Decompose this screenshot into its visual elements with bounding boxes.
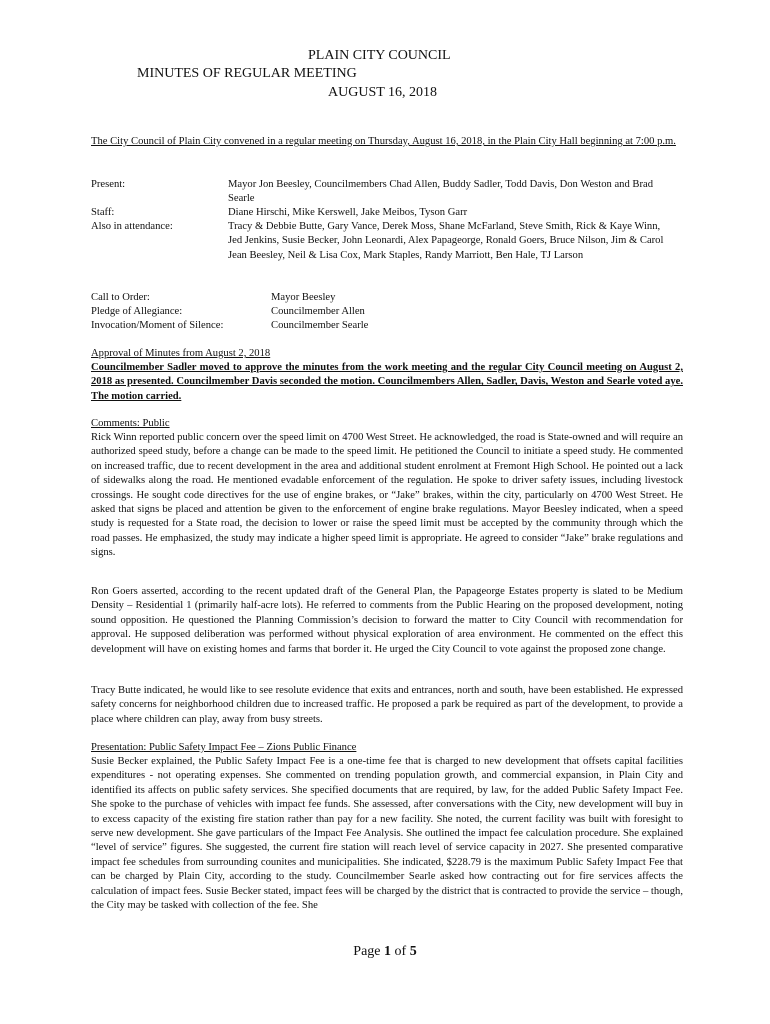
page-total: 5 — [409, 944, 417, 959]
present-value: Mayor Jon Beesley, Councilmembers Chad Allen, Buddy Sadler, Todd Davis, Don Weston and Brad Searle — [228, 179, 654, 205]
invocation-label: Invocation/Moment of Silence: — [91, 320, 224, 331]
minutes-motion: Councilmember Sadler moved to approve the minutes from the work meeting and the regular City Council meeting on August 2, 2018 as presented. Councilmember Davis seconded the motion. Councilmembers Allen, Sadler, Davis, Weston and Searle voted aye. The motion carried. — [91, 362, 683, 402]
also-label: Also in attendance: — [91, 221, 173, 232]
page-word: Page — [353, 944, 381, 959]
invocation-value: Councilmember Searle — [271, 320, 369, 331]
presentation-heading: Presentation: Public Safety Impact Fee – Zions Public Finance — [91, 742, 357, 753]
comment-ron-goers: Ron Goers asserted, according to the recent updated draft of the General Plan, the Papageorge Estates property is slated to be Medium Density – Residential 1 (primarily half-acre lots). He referred to comments from the Public Hearing on the proposed development, noting sound opposition. He questioned the Planning Commission’s decision to forward the matter to City Council with recommendation for approval. He supposed deliberation was performed without physical exploration of area environment. He commented on the effect this development will have on existing homes and farms that border it. He urged the City Council to vote against the proposed zone change. — [91, 586, 683, 655]
staff-label: Staff: — [91, 207, 115, 218]
call-to-order-value: Mayor Beesley — [271, 292, 336, 303]
meeting-date: AUGUST 16, 2018 — [328, 85, 438, 100]
minutes-heading: Approval of Minutes from August 2, 2018 — [91, 348, 271, 359]
comment-rick-winn: Rick Winn reported public concern over the speed limit on 4700 West Street. He acknowledged, the road is State-owned and will require an authorized speed study, before a change can be made to the speed limit. He petitioned the Council to initiate a speed study. He commented on increased traffic, due to recent development in the area and additional student enrolment at Fremont High School. He pointed out a lack of sidewalks along the road. He mentioned evadable enforcement of the regulation. He spoke to driver safety issues, including livestock crossings. He sought code directives for the use of engine brakes, or “Jake” brakes, within the city, particularly on 4700 West Street. He asked that signs be placed and attention be given to the enforcement of engine brake regulations. Mayor Beesley indicated, when a speed study is requested for a State road, the decision to lower or raise the speed limit must be accepted by the community through which the road passes. He emphasized, the study may indicate a higher speed limit is appropriate. He agreed to consider “Jake” brake regulations and signs. — [91, 432, 683, 559]
comments-heading: Comments: Public — [91, 418, 170, 429]
present-label: Present: — [91, 179, 126, 190]
call-to-order-label: Call to Order: — [91, 292, 150, 303]
intro-paragraph: The City Council of Plain City convened in a regular meeting on Thursday, August 16, 2018, in the Plain City Hall beginning at 7:00 p.m. — [91, 136, 676, 147]
staff-value: Diane Hirschi, Mike Kerswell, Jake Meibos, Tyson Garr — [228, 207, 468, 218]
council-title: PLAIN CITY COUNCIL — [308, 48, 451, 63]
comment-tracy-butte: Tracy Butte indicated, he would like to see resolute evidence that exits and entrances, north and south, have been established. He expressed safety concerns for neighborhood children due to increased traffic. He proposed a park be required as part of the development, to provide a place where children can play, away from busy streets. — [91, 685, 683, 725]
of-word: of — [394, 944, 407, 959]
presentation-paragraph: Susie Becker explained, the Public Safety Impact Fee is a one-time fee that is charged to new development that offsets capital facilities expenditures - not operating expenses. She commented on trending population growth, and commercial expansion, in Plain City and identified its affects on public safety services. She specified documents that are required, by law, for the added Public Safety Impact Fee. She spoke to the purchase of vehicles with impact fee funds. She assessed, after conversations with the City, new development will buy in to excess capacity of the existing fire station rather than pay for a new facility. She noted, the current facility was built with foresight to serve new development. She gave particulars of the Impact Fee Analysis. She outlined the impact fee calculation procedure. She explained “level of service” figures. She suggested, the current fire station will reach level of service capacity in 2027. She presented comparative impact fee schedules from surrounding counites and municipalities. She indicated, $228.79 is the maximum Public Safety Impact Fee that can be charged by Plain City, according to the study. Councilmember Searle asked how contracting out for fire services affects the calculation of impact fees. Susie Becker stated, impact fees will be charged by the district that is contracted to provide the service – though, the City may be tasked with collection of the fee. She — [91, 756, 683, 912]
page-number: 1 — [384, 944, 392, 959]
pledge-value: Councilmember Allen — [271, 306, 365, 317]
minutes-title: MINUTES OF REGULAR MEETING — [137, 66, 357, 81]
page-footer — [0, 944, 770, 960]
pledge-label: Pledge of Allegiance: — [91, 306, 183, 317]
also-value: Tracy & Debbie Butte, Gary Vance, Derek Moss, Shane McFarland, Steve Smith, Rick & Kaye Winn, Jed Jenkins, Susie Becker, John Leonardi, Alex Papageorge, Ronald Goers, Bruce Nilson, Jim & Carol Jean Beesley, Neil & Lisa Cox, Mark Staples, Randy Marriott, Ben Hale, TJ Larson — [228, 221, 664, 261]
